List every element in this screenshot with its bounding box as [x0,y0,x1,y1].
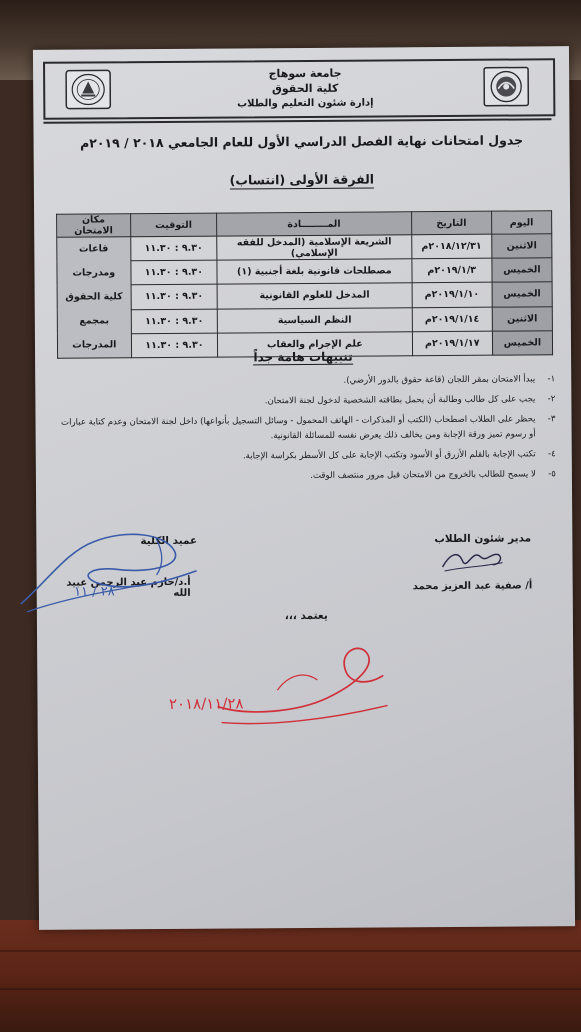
exam-schedule-document [33,46,575,930]
row-date: ٢٠١٩/١/١٤م [412,307,492,332]
approved-label: يعتمد ،،، [284,609,328,623]
note-text: يجب على كل طالب وطالبة أن يحمل بطاقته الشخصية لدخول لجنة الامتحان. [264,394,536,407]
list-item [55,392,555,410]
letterhead [43,58,555,120]
notes-heading-text: تنبيهات هامة جداً [253,349,353,365]
list-item [56,447,556,465]
header-place: مكان الامتحان [57,214,131,238]
university-seal-icon [483,66,529,106]
document-subtitle [34,170,570,189]
student-affairs-name: أ/ صفية عبد العزيز محمد [412,580,533,593]
row-subject: الشريعة الإسلامية (المدخل للفقه الإسلامي) [217,235,412,261]
note-number: ١- [547,374,556,385]
exam-location [57,237,132,359]
wooden-table-surface [0,920,581,1032]
note-text: يبدأ الامتحان بمقر اللجان (قاعة حقوق بالدور الأرضي). [343,374,536,386]
location-line: المدرجات [72,339,117,351]
location-line: بمجمع [79,315,110,327]
dean-title: عميد الكلية [140,534,198,548]
header-time: التوقيت [130,213,217,237]
row-day: الخميس [492,258,552,283]
notes-list [55,372,556,490]
row-time: ٩.٣٠ : ١١.٣٠ [131,260,218,285]
subtitle-text: الفرقة الأولى (انتساب) [229,171,375,188]
row-subject: النظم السياسية [217,307,412,333]
notes-heading [35,348,571,366]
red-approval-signature-icon [168,635,398,736]
university-name: جامعة سوهاج [268,66,342,81]
row-time: ٩.٣٠ : ١١.٣٠ [131,309,218,334]
note-number: ٤- [548,449,556,460]
row-day: الخميس [492,282,552,307]
row-time: ٩.٣٠ : ١١.٣٠ [131,333,218,358]
student-affairs-title: مدير شئون الطلاب [434,532,532,546]
row-date: ٢٠١٩/١/٣م [412,258,492,283]
exam-schedule-table [56,210,553,358]
list-item [55,372,555,390]
table-row [57,282,552,310]
row-day: الخميس [492,331,552,356]
red-handwritten-date: ٢٠١٨/١١/٢٨ [168,694,244,713]
row-date: ٢٠١٨/١٢/٣١م [411,234,491,259]
row-day: الاثنين [492,306,552,331]
note-number: ٢- [547,394,556,405]
row-day: الاثنين [492,234,552,259]
table-header-row [57,211,552,237]
row-date: ٢٠١٩/١/١٠م [412,283,492,308]
department-name: إدارة شئون التعليم والطلاب [237,97,374,110]
row-subject: علم الإجرام والعقاب [218,331,413,357]
row-subject: المدخل للعلوم القانونية [217,283,412,309]
list-item [56,467,556,485]
letterhead-text [225,65,385,111]
table-row [57,306,552,334]
student-affairs-signature-icon [438,543,508,577]
row-date: ٢٠١٩/١/١٧م [412,331,492,356]
document-title: جدول امتحانات نهاية الفصل الدراسي الأول للعام الجامعي ٢٠١٨ / ٢٠١٩م [80,132,524,151]
header-day: اليوم [491,211,551,234]
note-text: تكتب الإجابة بالقلم الأزرق أو الأسود وتكتب الإجابة على كل الأسطر بكراسة الإجابة. [242,449,536,462]
row-time: ٩.٣٠ : ١١.٣٠ [130,236,217,261]
note-number: ٥- [548,469,556,480]
header-subject: المــــــــادة [217,212,412,236]
header-date: التاريخ [411,211,491,235]
dean-name: أ.د/حازم عبد الرحمن عبيد الله [66,576,191,599]
list-item [55,412,555,445]
dean-handwritten-date: ٢٨ / ١١ [74,584,115,600]
location-line: قاعات ومدرجات [72,243,116,279]
table-row [57,258,552,286]
dean-signature-icon [6,511,207,622]
location-line: كلية الحقوق [65,291,123,303]
note-number: ٣- [547,414,556,425]
faculty-name: كلية الحقوق [271,81,339,96]
row-time: ٩.٣٠ : ١١.٣٠ [131,284,218,309]
row-subject: مصطلحات قانونية بلغة أجنبية (١) [217,259,412,285]
faculty-seal-icon [65,69,111,109]
note-text: لا يسمح للطالب بالخروج من الامتحان قبل مرور منتصف الوقت. [310,469,536,481]
note-text: يحظر على الطلاب اصطحاب (الكتب أو المذكرات - الهاتف المحمول - وسائل التسجيل بأنواعها) داخل لجنة الامتحان وعدم كتابة عبارات أو رسوم تميز ورقة الإجابة ومن يخالف ذلك يعرض نفسه للمسائلة القانونية. [60,414,536,442]
table-row [57,234,552,262]
